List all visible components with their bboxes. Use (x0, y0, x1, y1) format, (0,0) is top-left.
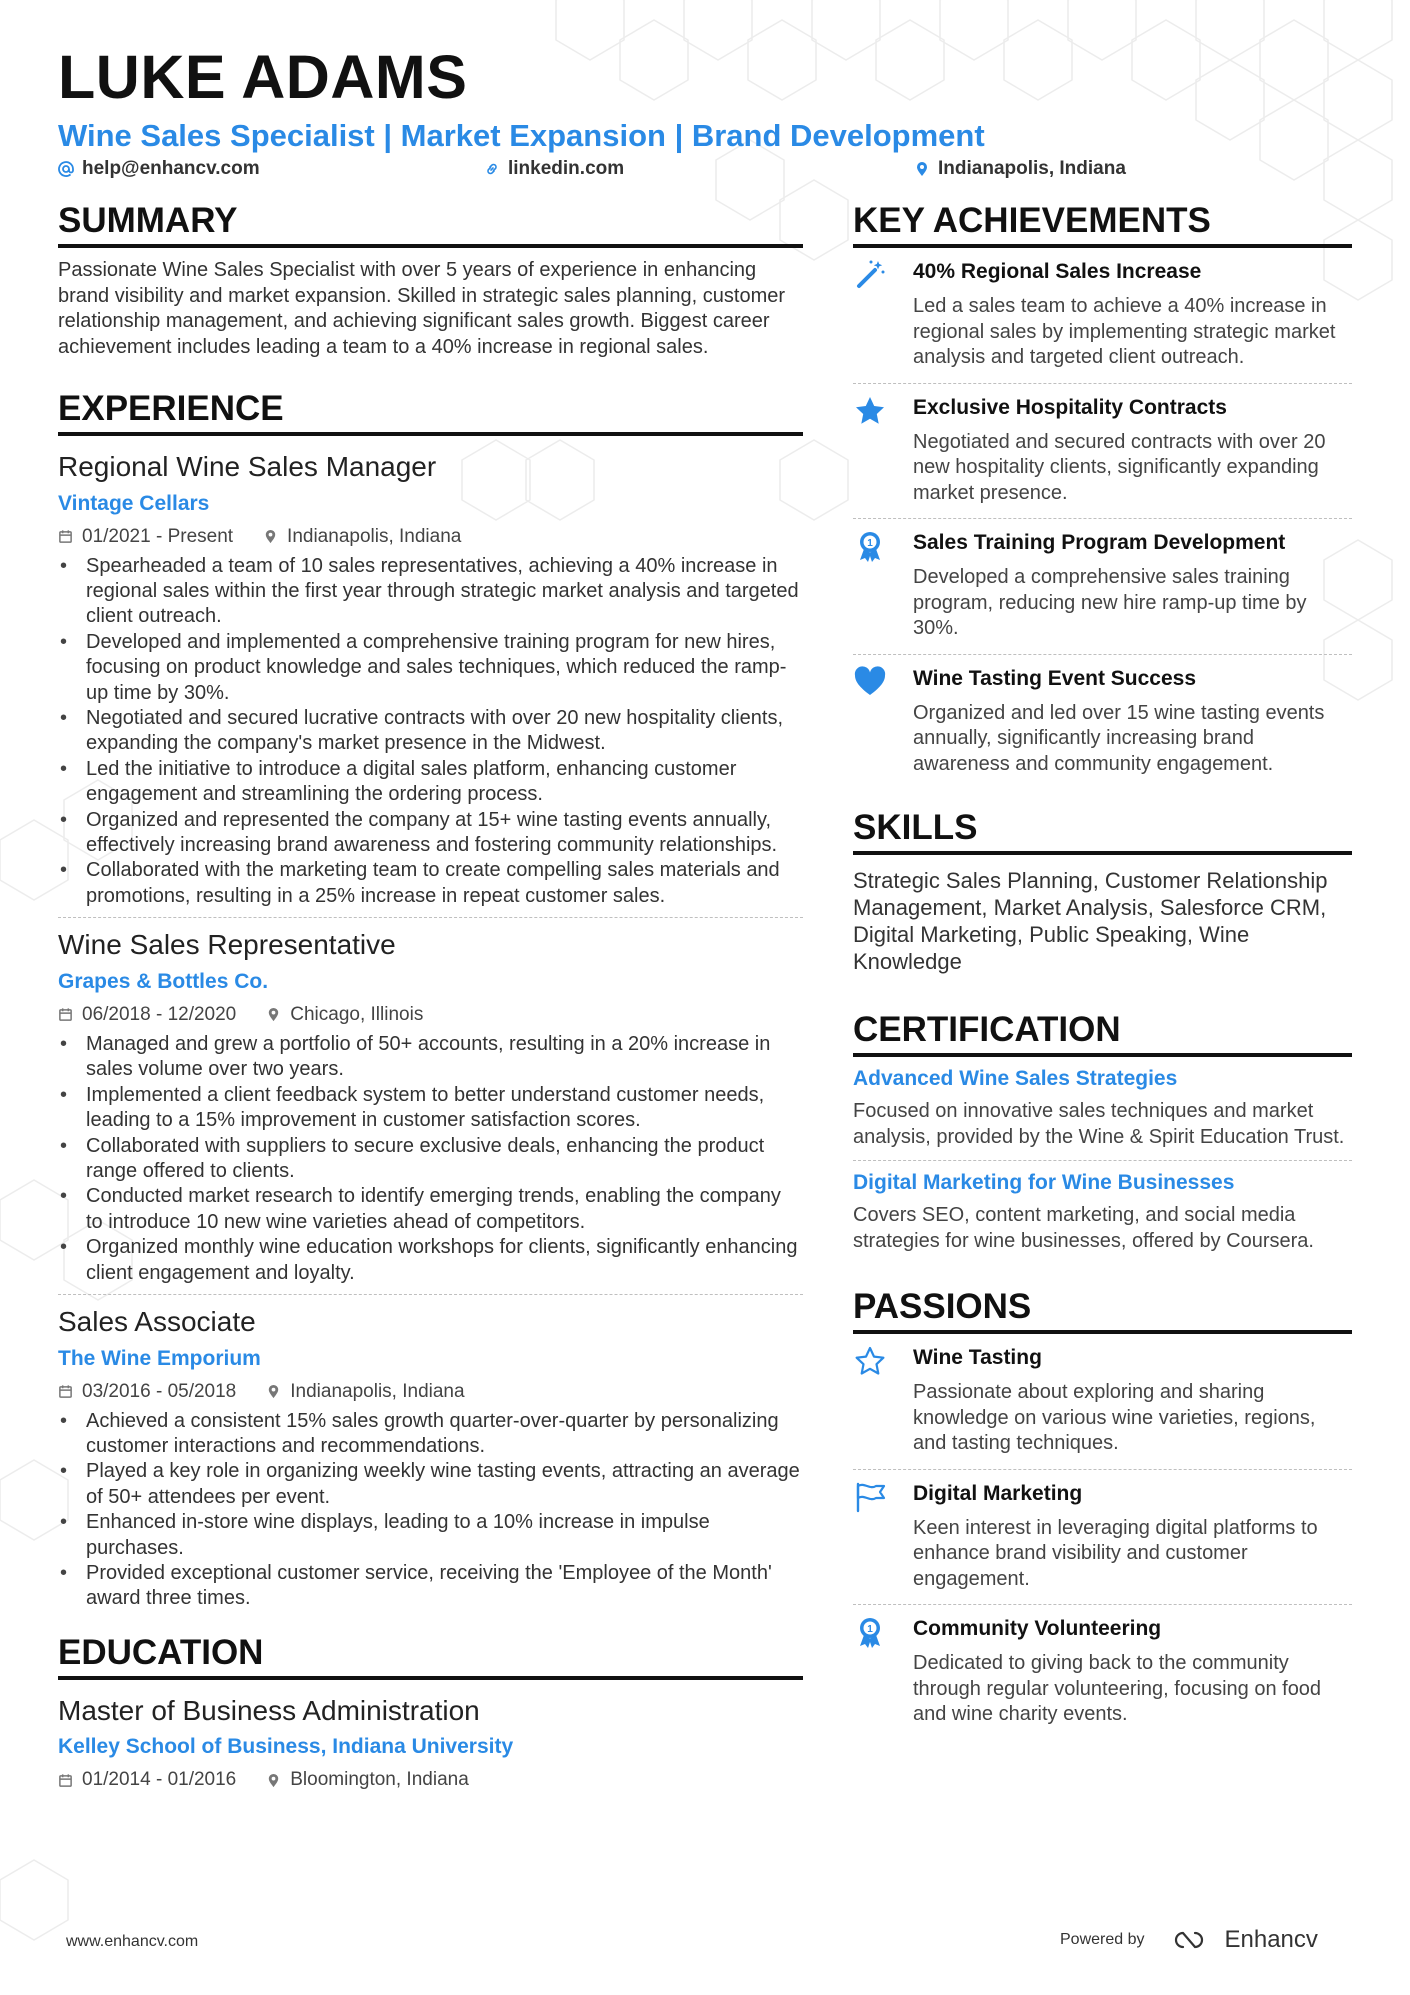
star-outline-icon (853, 1344, 887, 1378)
achievement-desc: Led a sales team to achieve a 40% increase in regional sales by implementing strategic market analysis and targeted client outreach. (913, 295, 1336, 368)
degree-title: Master of Business Administration (58, 1694, 480, 1726)
award-ribbon-icon (853, 1615, 887, 1649)
enhancv-logo[interactable] (1169, 1926, 1318, 1954)
job-entry (58, 450, 803, 917)
achievement-item (853, 248, 1352, 384)
certification-item (853, 1161, 1352, 1264)
bullet-item: • Played a key role in organizing weekly wine tasting events, attracting an average of 50+ attendees per event. (58, 1459, 803, 1510)
right-column (853, 200, 1352, 1740)
job-location: Indianapolis, Indiana (290, 1380, 465, 1402)
job-location: Chicago, Illinois (290, 1003, 424, 1025)
education-location: Bloomington, Indiana (290, 1769, 469, 1791)
flag-icon (853, 1480, 887, 1514)
passions-heading: PASSIONS (853, 1286, 1352, 1334)
achievement-desc: Organized and led over 15 wine tasting events annually, significantly increasing brand awareness and community engagement. (913, 701, 1325, 775)
education-section (58, 1632, 803, 1792)
location-pin-icon (266, 1007, 281, 1022)
calendar-icon (58, 1384, 73, 1399)
job-title: Sales Associate (58, 1305, 256, 1337)
summary-text: Passionate Wine Sales Specialist with over 5 years of experience in enhancing brand visibility and market expansion. Skilled in strategic sales planning, customer relationship management, and achieving significant sales growth. Biggest career achievement includes leading a team to a 40% increase in regional sales. (58, 259, 786, 358)
contact-location (914, 158, 1126, 180)
achievement-item (853, 519, 1352, 655)
bullet-item: • Enhanced in-store wine displays, leading to a 10% increase in impulse purchases. (58, 1510, 803, 1561)
education-dates: 01/2014 - 01/2016 (82, 1769, 237, 1791)
achievement-desc: Developed a comprehensive sales training program, reducing new hire ramp-up time by 30%. (913, 566, 1307, 639)
bullet-item: • Implemented a client feedback system to better understand customer needs, leading to a 15% improvement in customer satisfaction scores. (58, 1083, 803, 1134)
passion-title: Wine Tasting (913, 1346, 1042, 1369)
school-name: Kelley School of Business, Indiana University (58, 1735, 514, 1759)
location-pin-icon (266, 1773, 281, 1788)
job-entry (58, 917, 803, 1294)
calendar-icon (58, 1773, 73, 1788)
calendar-icon (58, 1007, 73, 1022)
achievement-item (853, 384, 1352, 520)
job-title: Regional Wine Sales Manager (58, 451, 437, 482)
job-location: Indianapolis, Indiana (287, 525, 462, 547)
job-meta (58, 1381, 803, 1403)
bullet-item: • Led the initiative to introduce a digital sales platform, enhancing customer engagement and streamlining the ordering process. (58, 757, 803, 808)
enhancv-logo-icon (1169, 1929, 1215, 1951)
location-pin-icon (914, 161, 930, 177)
passion-item (853, 1334, 1352, 1470)
linkedin-text: linkedin.com (508, 158, 625, 179)
left-column (58, 200, 803, 1791)
heart-icon (853, 665, 887, 699)
magic-wand-icon (853, 258, 887, 292)
passion-title: Community Volunteering (913, 1617, 1162, 1640)
passion-desc: Passionate about exploring and sharing knowledge on various wine varieties, regions, and tasting techniques. (913, 1381, 1316, 1454)
bullet-item: • Negotiated and secured lucrative contracts with over 20 new hospitality clients, expanding the company's market presence in the Midwest. (58, 706, 803, 757)
passion-item (853, 1470, 1352, 1606)
achievements-heading: KEY ACHIEVEMENTS (853, 200, 1352, 248)
calendar-icon (58, 529, 73, 544)
passions-section (853, 1286, 1352, 1740)
company-name: Grapes & Bottles Co. (58, 969, 269, 993)
skills-text: Strategic Sales Planning, Customer Relationship Management, Market Analysis, Salesforce CRM, Digital Marketing, Public Speaking, Wine Knowledge (853, 868, 1328, 974)
job-bullets (58, 554, 803, 910)
location-pin-icon (266, 1384, 281, 1399)
location-pin-icon (263, 529, 278, 544)
bullet-item: • Provided exceptional customer service, receiving the 'Employee of the Month' award three times. (58, 1561, 803, 1612)
experience-section (58, 388, 803, 1620)
location-text: Indianapolis, Indiana (938, 158, 1126, 179)
passion-item (853, 1605, 1352, 1740)
bullet-item: • Managed and grew a portfolio of 50+ accounts, resulting in a 20% increase in sales volume over two years. (58, 1032, 803, 1083)
company-name: The Wine Emporium (58, 1346, 261, 1370)
bullet-item: • Developed and implemented a comprehensive training program for new hires, focusing on product knowledge and sales techniques, which reduced the ramp-up time by 30%. (58, 630, 803, 706)
certification-title: Advanced Wine Sales Strategies (853, 1067, 1178, 1090)
experience-heading: EXPERIENCE (58, 388, 803, 436)
skills-section (853, 807, 1352, 975)
job-title: Wine Sales Representative (58, 929, 396, 961)
bullet-item: • Conducted market research to identify emerging trends, enabling the company to introduce 10 new wine varieties ahead of competitors. (58, 1184, 803, 1235)
at-icon (58, 161, 74, 177)
brand-name: Enhancv (1224, 1926, 1318, 1953)
achievement-title: Sales Training Program Development (913, 531, 1286, 554)
summary-section (58, 200, 803, 360)
achievement-item (853, 655, 1352, 790)
svg-text:1: 1 (867, 538, 873, 549)
job-dates: 03/2016 - 05/2018 (82, 1380, 237, 1402)
achievement-title: 40% Regional Sales Increase (913, 260, 1202, 283)
certification-item (853, 1057, 1352, 1161)
contact-email[interactable] (58, 158, 260, 180)
award-ribbon-icon (853, 529, 887, 563)
education-meta (58, 1769, 803, 1791)
star-icon (853, 394, 887, 428)
certification-section (853, 1009, 1352, 1264)
email-text: help@enhancv.com (82, 158, 260, 179)
certification-title: Digital Marketing for Wine Businesses (853, 1171, 1235, 1194)
achievement-title: Wine Tasting Event Success (913, 666, 1197, 690)
passion-desc: Keen interest in leveraging digital platforms to enhance brand visibility and customer engagement. (913, 1516, 1318, 1590)
certification-desc: Focused on innovative sales techniques and market analysis, provided by the Wine & Spirit Education Trust. (853, 1100, 1345, 1148)
achievements-section (853, 200, 1352, 789)
bullet-item: • Organized monthly wine education workshops for clients, significantly enhancing client engagement and loyalty. (58, 1235, 803, 1286)
bullet-item: • Organized and represented the company at 15+ wine tasting events annually, effectively increasing brand awareness and fostering community relationships. (58, 808, 803, 859)
bullet-item: • Achieved a consistent 15% sales growth quarter-over-quarter by personalizing customer interactions and recommendations. (58, 1409, 803, 1460)
certification-heading: CERTIFICATION (853, 1009, 1352, 1057)
contact-linkedin[interactable] (484, 158, 624, 180)
passion-desc: Dedicated to giving back to the community through regular volunteering, focusing on food and wine charity events. (913, 1652, 1322, 1725)
footer-branding (1060, 1926, 1318, 1954)
job-entry (58, 1294, 803, 1620)
bullet-item: • Collaborated with the marketing team to create compelling sales materials and promotions, resulting in a 25% increase in repeat customer sales. (58, 858, 803, 909)
svg-text:1: 1 (867, 1624, 873, 1635)
job-bullets (58, 1032, 803, 1286)
education-heading: EDUCATION (58, 1632, 803, 1680)
candidate-name: LUKE ADAMS (58, 43, 468, 111)
job-dates: 06/2018 - 12/2020 (82, 1003, 237, 1025)
summary-heading: SUMMARY (58, 200, 803, 248)
bullet-item: • Collaborated with suppliers to secure exclusive deals, enhancing the product range offered to clients. (58, 1134, 803, 1185)
certification-desc: Covers SEO, content marketing, and social media strategies for wine businesses, offered by Coursera. (853, 1204, 1314, 1252)
achievement-title: Exclusive Hospitality Contracts (913, 395, 1227, 419)
job-bullets (58, 1409, 803, 1612)
job-dates: 01/2021 - Present (82, 525, 234, 547)
footer-website[interactable]: www.enhancv.com (66, 1933, 199, 1950)
job-meta (58, 526, 803, 548)
bullet-item: • Spearheaded a team of 10 sales representatives, achieving a 40% increase in regional sales within the first year through strategic market analysis and targeted client outreach. (58, 554, 803, 630)
skills-heading: SKILLS (853, 807, 1352, 855)
company-name: Vintage Cellars (58, 491, 210, 515)
job-meta (58, 1004, 803, 1026)
achievement-desc: Negotiated and secured contracts with over 20 new hospitality clients, significantly expanding market presence. (913, 430, 1326, 504)
candidate-headline: Wine Sales Specialist | Market Expansion | Brand Development (58, 118, 985, 153)
link-icon (484, 161, 500, 177)
powered-by-label: Powered by (1060, 1931, 1145, 1948)
passion-title: Digital Marketing (913, 1481, 1083, 1505)
